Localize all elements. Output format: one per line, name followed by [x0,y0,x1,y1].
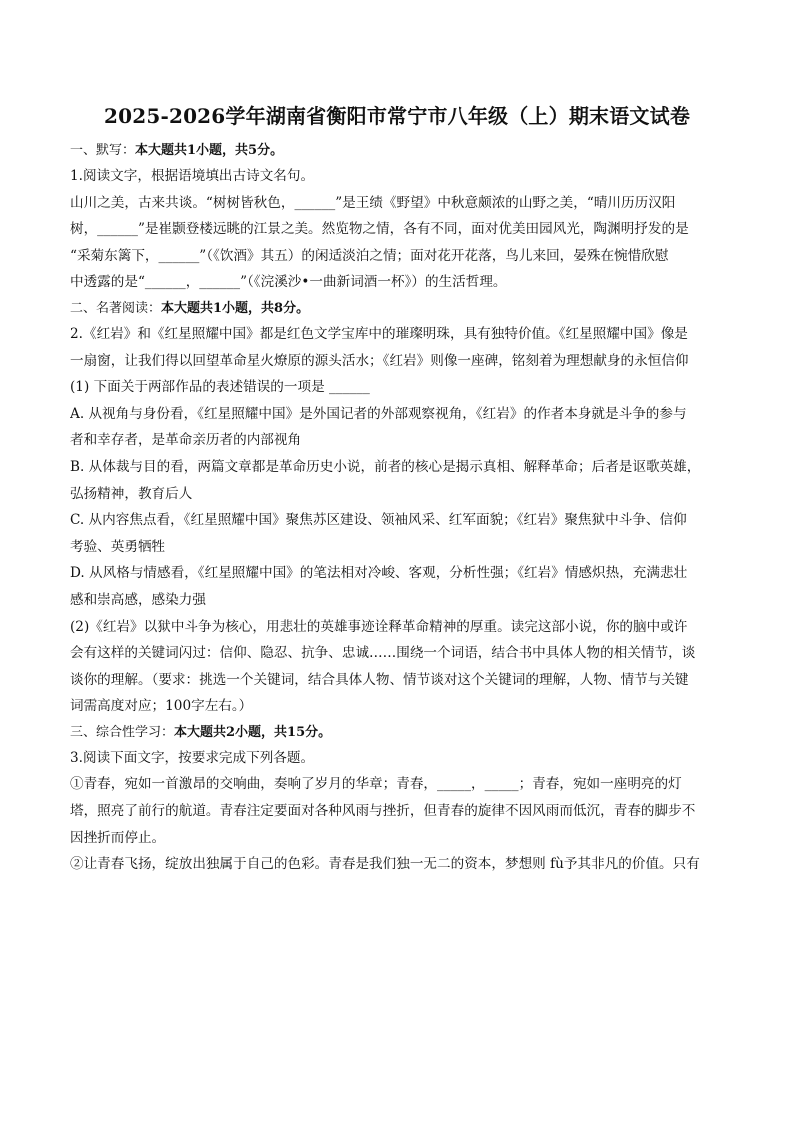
passage-line: 中透露的是“______，______”（《浣溪沙•一曲新词酒一杯》）的生活哲理。 [70,274,507,291]
passage-line: “采菊东篱下，______”（《饮酒》其五）的闲适淡泊之情；面对花开花落，鸟儿来回，晏殊在惋惜欣慰 [70,247,669,264]
passage-line: 2.《红岩》和《红星照耀中国》都是红色文学宝库中的璀璨明珠，具有独特价值。《红星照耀中国》像是 [70,325,688,342]
question-stem: 3.阅读下面文字，按要求完成下列各题。 [70,749,315,766]
section-info: 本大题共1小题，共5分。 [135,143,284,158]
option-line: 考验、英勇牺牲 [70,538,166,555]
sub-question-line: 会有这样的关键词闪过：信仰、隐忍、抗争、忠诚……围绕一个词语，结合书中具体人物的相关情节，谈 [70,645,696,662]
section-heading [70,296,724,321]
option-line: B. 从体裁与目的看，两篇文章都是革命历史小说，前者的核心是揭示真相、解释革命；后者是讴歌英雄， [70,458,701,475]
passage-line: ①青春，宛如一首激昂的交响曲，奏响了岁月的华章；青春，_____，_____；青春，宛如一座明亮的灯 [70,776,682,793]
question-passage [70,771,724,851]
option-line: 者和幸存者，是革命亲历者的内部视角 [70,432,302,449]
option-a [70,401,724,454]
sub-question-line: 词需高度对应；100字左右。） [70,698,253,715]
passage-line: 一扇窗，让我们得以回望革命星火燎原的源头活水；《红岩》则像一座碑，铭刻着为理想献身的永恒信仰 [70,352,689,369]
option-b [70,454,724,507]
section-label: 一、默写： [70,143,136,158]
option-c [70,507,724,560]
option-d [70,560,724,613]
sub-question [70,614,724,720]
section-label: 三、综合性学习： [70,724,175,740]
section-label: 二、名著阅读： [70,300,162,316]
question-passage [70,321,724,374]
question-stem: 1.阅读文字，根据语境填出古诗文名句。 [70,168,315,184]
option-line: A. 从视角与身份看，《红星照耀中国》是外国记者的外部观察视角，《红岩》的作者本身就是斗争的参与 [70,405,687,422]
passage-line: 因挫折而停止。 [70,829,166,846]
option-line: D. 从风格与情感看，《红星照耀中国》的笔法相对冷峻、客观，分析性强；《红岩》情感炽热，充满悲壮 [70,565,688,582]
option-line: C. 从内容焦点看，《红星照耀中国》聚焦苏区建设、领袖风采、红军面貌；《红岩》聚焦狱中斗争、信仰 [70,512,687,529]
section-info: 本大题共2小题，共15分。 [174,724,332,740]
passage-line: 塔，照亮了前行的航道。青春注定要面对各种风雨与挫折，但青春的旋律不因风雨而低沉，青春的脚步不 [70,803,696,820]
section-heading [70,720,724,745]
option-line: 感和崇高感，感染力强 [70,591,206,608]
passage-line: 山川之美，古来共谈。“树树皆秋色，______”是王绩《野望》中秋意颇浓的山野之美，“晴川历历汉阳 [70,194,676,211]
sub-question-line: 谈你的理解。（要求：挑选一个关键词，结合具体人物、情节谈对这个关键词的理解，人物、情节与关键 [70,671,689,688]
sub-question: (1) 下面关于两部作品的表述错误的一项是 ______ [70,379,370,396]
section-heading [70,138,724,163]
exam-page [70,100,724,878]
page-title: 2025-2026学年湖南省衡阳市常宁市八年级（上）期末语文试卷 [103,104,691,128]
section-info: 本大题共1小题，共8分。 [161,300,310,316]
question-passage [70,851,724,878]
sub-question-line: (2)《红岩》以狱中斗争为核心，用悲壮的英雄事迹诠释革命精神的厚重。读完这部小说，你的脑中或许 [70,618,688,635]
option-line: 弘扬精神，教育后人 [70,485,193,502]
question-passage [70,190,724,296]
passage-line: 树，______”是崔颢登楼远眺的江景之美。然览物之情，各有不同，面对优美田园风光，陶渊明抒发的是 [70,221,689,238]
passage-line: ②让青春飞扬，绽放出独属于自己的色彩。青春是我们独一无二的资本，梦想则 fù予其非凡的价值。只有 [70,856,700,873]
